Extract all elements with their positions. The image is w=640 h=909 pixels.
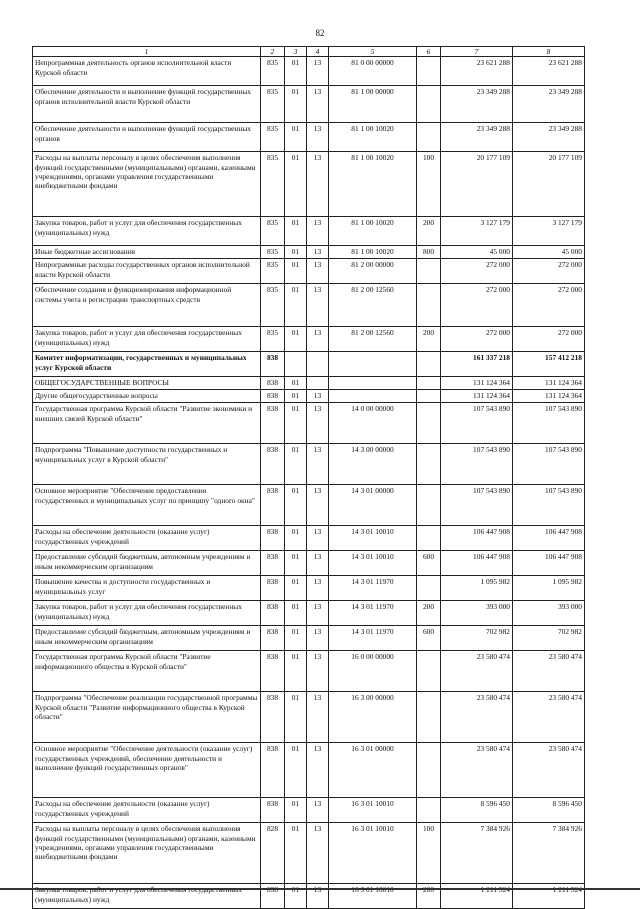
subsection-code-cell: 13 — [307, 259, 329, 284]
subsection-code-cell: 13 — [307, 284, 329, 327]
section-code-cell: 01 — [285, 327, 307, 352]
target-item-cell: 14 0 00 00000 — [329, 403, 417, 444]
section-code-cell: 01 — [285, 651, 307, 692]
section-code-cell: 01 — [285, 377, 307, 390]
row-name-cell: Расходы на выплаты персоналу в целях обеспечения выполнения функций государственными (муниципальными) органами, казенными учреждениями, органами управления государственными внебюджетными фондами — [33, 152, 261, 217]
amount-year1-cell: 107 543 890 — [441, 485, 513, 526]
table-row — [33, 526, 585, 551]
page-number: 82 — [315, 28, 325, 38]
amount-year1-cell: 23 621 288 — [441, 57, 513, 86]
subsection-code-cell: 13 — [307, 651, 329, 692]
ministry-code-cell: 838 — [261, 651, 285, 692]
section-code-cell: 01 — [285, 526, 307, 551]
table-row — [33, 601, 585, 626]
target-item-cell — [329, 352, 417, 377]
subsection-code-cell: 13 — [307, 403, 329, 444]
target-item-cell: 14 3 00 00000 — [329, 444, 417, 485]
subsection-code-cell: 13 — [307, 444, 329, 485]
row-name-cell: (муниципальных) нужд — [33, 884, 261, 909]
expense-type-cell — [417, 390, 441, 403]
section-code-cell: 01 — [285, 743, 307, 798]
ministry-code-cell: 838 — [261, 390, 285, 403]
section-code-cell: 01 — [285, 123, 307, 152]
target-item-cell: 14 3 01 11970 — [329, 576, 417, 601]
table-row — [33, 327, 585, 352]
subsection-code-cell — [307, 352, 329, 377]
expense-type-cell: 200 — [417, 327, 441, 352]
section-code-cell: 01 — [285, 692, 307, 743]
subsection-code-cell: 13 — [307, 246, 329, 259]
section-code-cell: 01 — [285, 403, 307, 444]
ministry-code-cell: 835 — [261, 86, 285, 123]
row-name-cell: Основное мероприятие "Обеспечение предоставления государственных и муниципальных услуг по принципу "одного окна" — [33, 485, 261, 526]
amount-year1-cell: 107 543 890 — [441, 403, 513, 444]
amount-year1-cell: 7 384 926 — [441, 823, 513, 884]
section-code-cell: 01 — [285, 485, 307, 526]
subsection-code-cell: 13 — [307, 390, 329, 403]
amount-year2-cell: 131 124 364 — [513, 377, 585, 390]
expense-type-cell: 600 — [417, 551, 441, 576]
ministry-code-cell: 838 — [261, 576, 285, 601]
section-code-cell: 01 — [285, 259, 307, 284]
amount-year1-cell: 23 580 474 — [441, 651, 513, 692]
expense-type-cell — [417, 403, 441, 444]
row-name-cell: Предоставление субсидий бюджетным, автономным учреждениям и иным некоммерческим организациям — [33, 551, 261, 576]
expense-type-cell — [417, 352, 441, 377]
amount-year1-cell: 8 596 450 — [441, 798, 513, 823]
ministry-code-cell: 835 — [261, 217, 285, 246]
row-name-cell: Расходы на выплаты персоналу в целях обеспечения выполнения функций государственными (муниципальными) органами, казенными учреждениями, органами управления государственными внебюджетными фондами — [33, 823, 261, 884]
amount-year2-cell: 107 543 890 — [513, 485, 585, 526]
section-code-cell: 01 — [285, 217, 307, 246]
row-name-cell: Обеспечение создания и функционирования информационной системы учета и регистрации транспортных средств — [33, 284, 261, 327]
amount-year1-cell: 106 447 908 — [441, 551, 513, 576]
row-name-cell: Основное мероприятие "Обеспечение деятельности (оказание услуг) государственных учреждений, обеспечение деятельности и выполнение функций государственных органов" — [33, 743, 261, 798]
row-name-cell: Государственная программа Курской области "Развитие информационного общества в Курской области" — [33, 651, 261, 692]
expense-type-cell: 800 — [417, 246, 441, 259]
table-row — [33, 152, 585, 217]
row-name-cell: Повышение качества и доступности государственных и муниципальных услуг — [33, 576, 261, 601]
expense-type-cell — [417, 377, 441, 390]
expense-type-cell — [417, 123, 441, 152]
table-row — [33, 626, 585, 651]
row-name-cell: Обеспечение деятельности и выполнение функций государственных органов исполнительной власти Курской области — [33, 86, 261, 123]
row-name-cell: Предоставление субсидий бюджетным, автономным учреждениям и иным некоммерческим организациям — [33, 626, 261, 651]
ministry-code-cell: 838 — [261, 403, 285, 444]
section-code-cell: 01 — [285, 601, 307, 626]
expense-type-cell — [417, 798, 441, 823]
section-code-cell: 01 — [285, 798, 307, 823]
ministry-code-cell: 835 — [261, 123, 285, 152]
amount-year2-cell: 23 621 288 — [513, 57, 585, 86]
target-item-cell: 81 1 00 10020 — [329, 217, 417, 246]
amount-year2-cell: 23 580 474 — [513, 692, 585, 743]
target-item-cell: 14 3 01 11970 — [329, 626, 417, 651]
expense-type-cell — [417, 86, 441, 123]
table-row — [33, 246, 585, 259]
subsection-code-cell: 13 — [307, 526, 329, 551]
subsection-code-cell — [307, 377, 329, 390]
column-header: 5 — [329, 47, 417, 57]
amount-year1-cell: 272 000 — [441, 284, 513, 327]
table-row — [33, 651, 585, 692]
table-row — [33, 823, 585, 884]
row-name-cell: Подпрограмма "Повышение доступности государственных и муниципальных услуг в Курской области" — [33, 444, 261, 485]
ministry-code-cell: 838 — [261, 743, 285, 798]
section-code-cell: 01 — [285, 152, 307, 217]
expense-type-cell: 200 — [417, 601, 441, 626]
row-name-cell: Подпрограмма "Обеспечение реализации государственной программы Курской области "Развитие информационного общества в Курской области" — [33, 692, 261, 743]
row-name-cell: Закупка товаров, работ и услуг для обеспечения государственных (муниципальных) нужд — [33, 327, 261, 352]
subsection-code-cell: 13 — [307, 743, 329, 798]
column-header: 6 — [417, 47, 441, 57]
target-item-cell: 81 2 00 00000 — [329, 259, 417, 284]
ministry-code-cell: 838 — [261, 444, 285, 485]
amount-year2-cell: 106 447 908 — [513, 551, 585, 576]
section-code-cell: 01 — [285, 626, 307, 651]
amount-year1-cell: 1 095 982 — [441, 576, 513, 601]
amount-year1-cell: 106 447 908 — [441, 526, 513, 551]
table-row — [33, 798, 585, 823]
amount-year1-cell: 272 000 — [441, 259, 513, 284]
expense-type-cell — [417, 576, 441, 601]
expense-type-cell — [417, 526, 441, 551]
table-row — [33, 217, 585, 246]
expense-type-cell — [417, 651, 441, 692]
row-name-cell: Обеспечение деятельности и выполнение функций государственных органов — [33, 123, 261, 152]
bottom-rule — [0, 888, 640, 890]
amount-year2-cell: 45 000 — [513, 246, 585, 259]
expense-type-cell — [417, 444, 441, 485]
ministry-code-cell: 835 — [261, 246, 285, 259]
amount-year2-cell: 702 982 — [513, 626, 585, 651]
amount-year2-cell: 23 580 474 — [513, 743, 585, 798]
column-number-row — [33, 47, 585, 57]
target-item-cell: 16 3 00 00000 — [329, 692, 417, 743]
target-item-cell: 14 3 01 00000 — [329, 485, 417, 526]
amount-year1-cell: 45 000 — [441, 246, 513, 259]
section-code-cell: 01 — [285, 246, 307, 259]
target-item-cell: 81 1 00 10020 — [329, 152, 417, 217]
amount-year1-cell: 131 124 364 — [441, 377, 513, 390]
subsection-code-cell: 13 — [307, 692, 329, 743]
target-item-cell: 81 2 00 12560 — [329, 327, 417, 352]
amount-year1-cell: 393 000 — [441, 601, 513, 626]
amount-year2-cell: 272 000 — [513, 259, 585, 284]
section-code-cell: 01 — [285, 57, 307, 86]
ministry-code-cell: 835 — [261, 57, 285, 86]
section-code-cell: 01 — [285, 86, 307, 123]
target-item-cell: 81 1 00 00000 — [329, 86, 417, 123]
section-code-cell: 01 — [285, 576, 307, 601]
amount-year1-cell: 131 124 364 — [441, 390, 513, 403]
target-item-cell: 16 3 01 10010 — [329, 823, 417, 884]
ministry-code-cell: 828 — [261, 823, 285, 884]
amount-year2-cell: 23 580 474 — [513, 651, 585, 692]
ministry-code-cell: 838 — [261, 352, 285, 377]
section-code-cell: 01 — [285, 444, 307, 485]
row-name-cell: Комитет информатизации, государственных и муниципальных услуг Курской области — [33, 352, 261, 377]
table-row — [33, 403, 585, 444]
target-item-cell: 16 3 01 00000 — [329, 743, 417, 798]
ministry-code-cell: 838 — [261, 377, 285, 390]
target-item-cell: 14 3 01 11970 — [329, 601, 417, 626]
amount-year1-cell: 702 982 — [441, 626, 513, 651]
column-header: 7 — [441, 47, 513, 57]
expense-type-cell — [417, 284, 441, 327]
subsection-code-cell: 13 — [307, 798, 329, 823]
expense-type-cell: 600 — [417, 626, 441, 651]
target-item-cell: 81 0 00 00000 — [329, 57, 417, 86]
amount-year2-cell: 7 384 926 — [513, 823, 585, 884]
amount-year1-cell: 23 580 474 — [441, 692, 513, 743]
row-name-cell: Расходы на обеспечение деятельности (оказание услуг) государственных учреждений — [33, 526, 261, 551]
row-name-cell: Другие общегосударственные вопросы — [33, 390, 261, 403]
row-name-cell: Государственная программа Курской области "Развитие экономики и внешних связей Курской области" — [33, 403, 261, 444]
row-name-cell: Расходы на обеспечение деятельности (оказание услуг) государственных учреждений — [33, 798, 261, 823]
amount-year1-cell: 23 349 288 — [441, 123, 513, 152]
amount-year2-cell: 1 095 982 — [513, 576, 585, 601]
amount-year2-cell: 106 447 908 — [513, 526, 585, 551]
ministry-code-cell: 838 — [261, 551, 285, 576]
budget-table — [32, 46, 585, 909]
target-item-cell: 14 3 01 10010 — [329, 551, 417, 576]
amount-year1-cell: 272 000 — [441, 327, 513, 352]
amount-year2-cell: 107 543 890 — [513, 444, 585, 485]
expense-type-cell — [417, 485, 441, 526]
row-name-cell: ОБЩЕГОСУДАРСТВЕННЫЕ ВОПРОСЫ — [33, 377, 261, 390]
table-row — [33, 284, 585, 327]
amount-year1-cell: 20 177 109 — [441, 152, 513, 217]
expense-type-cell — [417, 692, 441, 743]
target-item-cell: 81 1 00 10020 — [329, 246, 417, 259]
ministry-code-cell: 838 — [261, 626, 285, 651]
table-row — [33, 390, 585, 403]
subsection-code-cell: 13 — [307, 123, 329, 152]
ministry-code-cell: 838 — [261, 601, 285, 626]
amount-year2-cell: 20 177 109 — [513, 152, 585, 217]
column-header: 4 — [307, 47, 329, 57]
amount-year2-cell: 272 000 — [513, 284, 585, 327]
row-name-cell: Иные бюджетные ассигнования — [33, 246, 261, 259]
expense-type-cell — [417, 743, 441, 798]
expense-type-cell: 100 — [417, 152, 441, 217]
amount-year2-cell: 107 543 890 — [513, 403, 585, 444]
expense-type-cell: 200 — [417, 217, 441, 246]
subsection-code-cell: 13 — [307, 576, 329, 601]
subsection-code-cell: 13 — [307, 485, 329, 526]
table-row — [33, 377, 585, 390]
ministry-code-cell: 838 — [261, 692, 285, 743]
expense-type-cell: 100 — [417, 823, 441, 884]
amount-year2-cell: 23 349 288 — [513, 123, 585, 152]
table-row — [33, 444, 585, 485]
amount-year2-cell: 8 596 450 — [513, 798, 585, 823]
section-code-cell: 01 — [285, 823, 307, 884]
ministry-code-cell: 835 — [261, 327, 285, 352]
section-code-cell — [285, 352, 307, 377]
subsection-code-cell: 13 — [307, 217, 329, 246]
amount-year1-cell: 161 337 218 — [441, 352, 513, 377]
expense-type-cell — [417, 259, 441, 284]
column-header: 3 — [285, 47, 307, 57]
target-item-cell: 16 0 00 00000 — [329, 651, 417, 692]
column-header: 2 — [261, 47, 285, 57]
subsection-code-cell: 13 — [307, 601, 329, 626]
amount-year2-cell: 157 412 218 — [513, 352, 585, 377]
ministry-code-cell: 835 — [261, 259, 285, 284]
target-item-cell — [329, 390, 417, 403]
subsection-code-cell: 13 — [307, 551, 329, 576]
ministry-code-cell: 838 — [261, 485, 285, 526]
subsection-code-cell: 13 — [307, 327, 329, 352]
table-row — [33, 352, 585, 377]
amount-year2-cell: 272 000 — [513, 327, 585, 352]
section-code-cell: 01 — [285, 284, 307, 327]
subsection-code-cell: 13 — [307, 823, 329, 884]
section-code-cell: 01 — [285, 551, 307, 576]
amount-year2-cell: 393 000 — [513, 601, 585, 626]
subsection-code-cell: 13 — [307, 57, 329, 86]
row-name-cell: Непрограммные расходы государственных органов исполнительной власти Курской области — [33, 259, 261, 284]
table-row — [33, 551, 585, 576]
table-row — [33, 86, 585, 123]
expense-type-cell — [417, 57, 441, 86]
target-item-cell: 81 2 00 12560 — [329, 284, 417, 327]
ministry-code-cell: 835 — [261, 152, 285, 217]
table-row — [33, 743, 585, 798]
subsection-code-cell: 13 — [307, 626, 329, 651]
section-code-cell: 01 — [285, 390, 307, 403]
ministry-code-cell: 835 — [261, 284, 285, 327]
amount-year1-cell: 3 127 179 — [441, 217, 513, 246]
table-row — [33, 692, 585, 743]
target-item-cell — [329, 377, 417, 390]
table-row — [33, 485, 585, 526]
column-header: 8 — [513, 47, 585, 57]
subsection-code-cell: 13 — [307, 86, 329, 123]
subsection-code-cell: 13 — [307, 152, 329, 217]
table-row — [33, 123, 585, 152]
amount-year1-cell: 23 580 474 — [441, 743, 513, 798]
target-item-cell: 16 3 01 10010 — [329, 798, 417, 823]
ministry-code-cell: 838 — [261, 798, 285, 823]
amount-year1-cell: 107 543 890 — [441, 444, 513, 485]
ministry-code-cell: 838 — [261, 526, 285, 551]
row-name-cell: Непрограммная деятельность органов исполнительной власти Курской области — [33, 57, 261, 86]
table-row — [33, 576, 585, 601]
row-name-cell: Закупка товаров, работ и услуг для обеспечения государственных (муниципальных) нужд — [33, 601, 261, 626]
target-item-cell: 14 3 01 10010 — [329, 526, 417, 551]
table-row — [33, 259, 585, 284]
amount-year1-cell: 23 349 288 — [441, 86, 513, 123]
amount-year2-cell: 23 349 288 — [513, 86, 585, 123]
table-row — [33, 57, 585, 86]
column-header: 1 — [33, 47, 261, 57]
amount-year2-cell: 131 124 364 — [513, 390, 585, 403]
row-name-cell: Закупка товаров, работ и услуг для обеспечения государственных (муниципальных) нужд — [33, 217, 261, 246]
amount-year2-cell: 3 127 179 — [513, 217, 585, 246]
target-item-cell: 81 1 00 10020 — [329, 123, 417, 152]
